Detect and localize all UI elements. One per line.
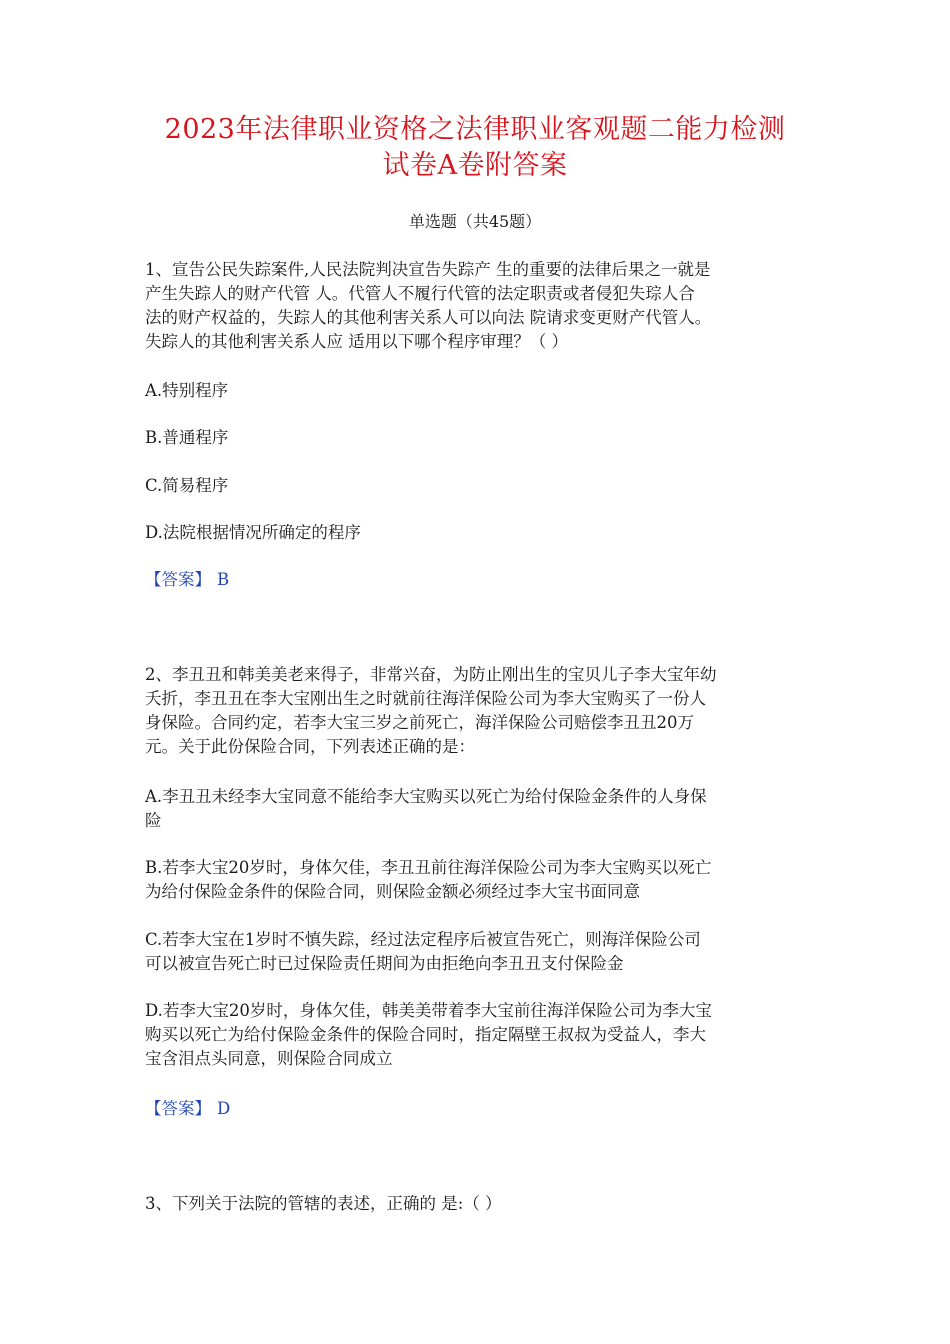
option-line: D.若李大宝20岁时，身体欠佳，韩美美带着李大宝前往海洋保险公司为李大宝 [145,1001,712,1020]
option-line: 宝含泪点头同意，则保险合同成立 [145,1049,393,1068]
option-line: C.简易程序 [145,476,229,495]
answer-value: D [217,1099,231,1118]
question-3-stem-line: 3、下列关于法院的管辖的表述，正确的 是:（ ） [145,1194,502,1213]
question-1-option-d [145,521,813,545]
question-2-stem [145,663,813,759]
option-line: 购买以死亡为给付保险金条件的保险合同时，指定隔壁王叔叔为受益人，李大 [145,1025,706,1044]
option-line: D.法院根据情况所确定的程序 [145,523,361,542]
question-2-answer [145,1097,230,1121]
question-1-stem [145,258,813,354]
question-2-option-d [145,999,813,1071]
option-line: 可以被宣告死亡时已过保险责任期间为由拒绝向李丑丑支付保险金 [145,954,624,973]
answer-label: 【答案】 [145,570,211,589]
question-1-stem-line: 失踪人的其他利害关系人应 适用以下哪个程序审理？（ ） [145,332,568,351]
question-2-option-c [145,928,813,976]
question-1-option-c [145,474,813,498]
question-1-option-a [145,379,813,403]
option-line: B.普通程序 [145,428,229,447]
question-2-stem-line: 夭折，李丑丑在李大宝刚出生之时就前往海洋保险公司为李大宝购买了一份人 [145,689,706,708]
question-3-stem [145,1192,813,1216]
question-2-option-a [145,785,813,833]
question-1-stem-line: 法的财产权益的，失踪人的其他利害关系人可以向法 院请求变更财产代管人。 [145,308,712,327]
option-line: C.若李大宝在1岁时不慎失踪，经过法定程序后被宣告死亡，则海洋保险公司 [145,930,701,949]
question-2-stem-line: 元。关于此份保险合同，下列表述正确的是： [145,737,475,756]
question-1-answer [145,568,229,592]
option-line: A.特别程序 [145,381,229,400]
option-line: 险 [145,811,162,830]
question-2-stem-line: 身保险。合同约定，若李大宝三岁之前死亡，海洋保险公司赔偿李丑丑20万 [145,713,694,732]
document-title-line-2: 试卷A卷附答案 [382,150,568,181]
option-line: 为给付保险金条件的保险合同，则保险金额必须经过李大宝书面同意 [145,882,640,901]
answer-value: B [217,570,230,589]
question-2-stem-line: 2、李丑丑和韩美美老来得子，非常兴奋，为防止刚出生的宝贝儿子李大宝年幼 [145,665,717,684]
section-heading: 单选题（共45题） [408,212,542,231]
option-line: B.若李大宝20岁时，身体欠佳，李丑丑前往海洋保险公司为李大宝购买以死亡 [145,858,712,877]
option-line: A.李丑丑未经李大宝同意不能给李大宝购买以死亡为给付保险金条件的人身保 [145,787,707,806]
answer-label: 【答案】 [145,1099,211,1118]
question-1-option-b [145,426,813,450]
question-2-option-b [145,856,813,904]
question-1-stem-line: 产生失踪人的财产代管 人。代管人不履行代管的法定职责或者侵犯失琮人合 [145,284,695,303]
question-1-stem-line: 1、宣告公民失踪案件,人民法院判决宣告失踪产 生的重要的法律后果之一就是 [145,260,711,279]
document-title-line-1: 2023年法律职业资格之法律职业客观题二能力检测 [164,114,786,145]
